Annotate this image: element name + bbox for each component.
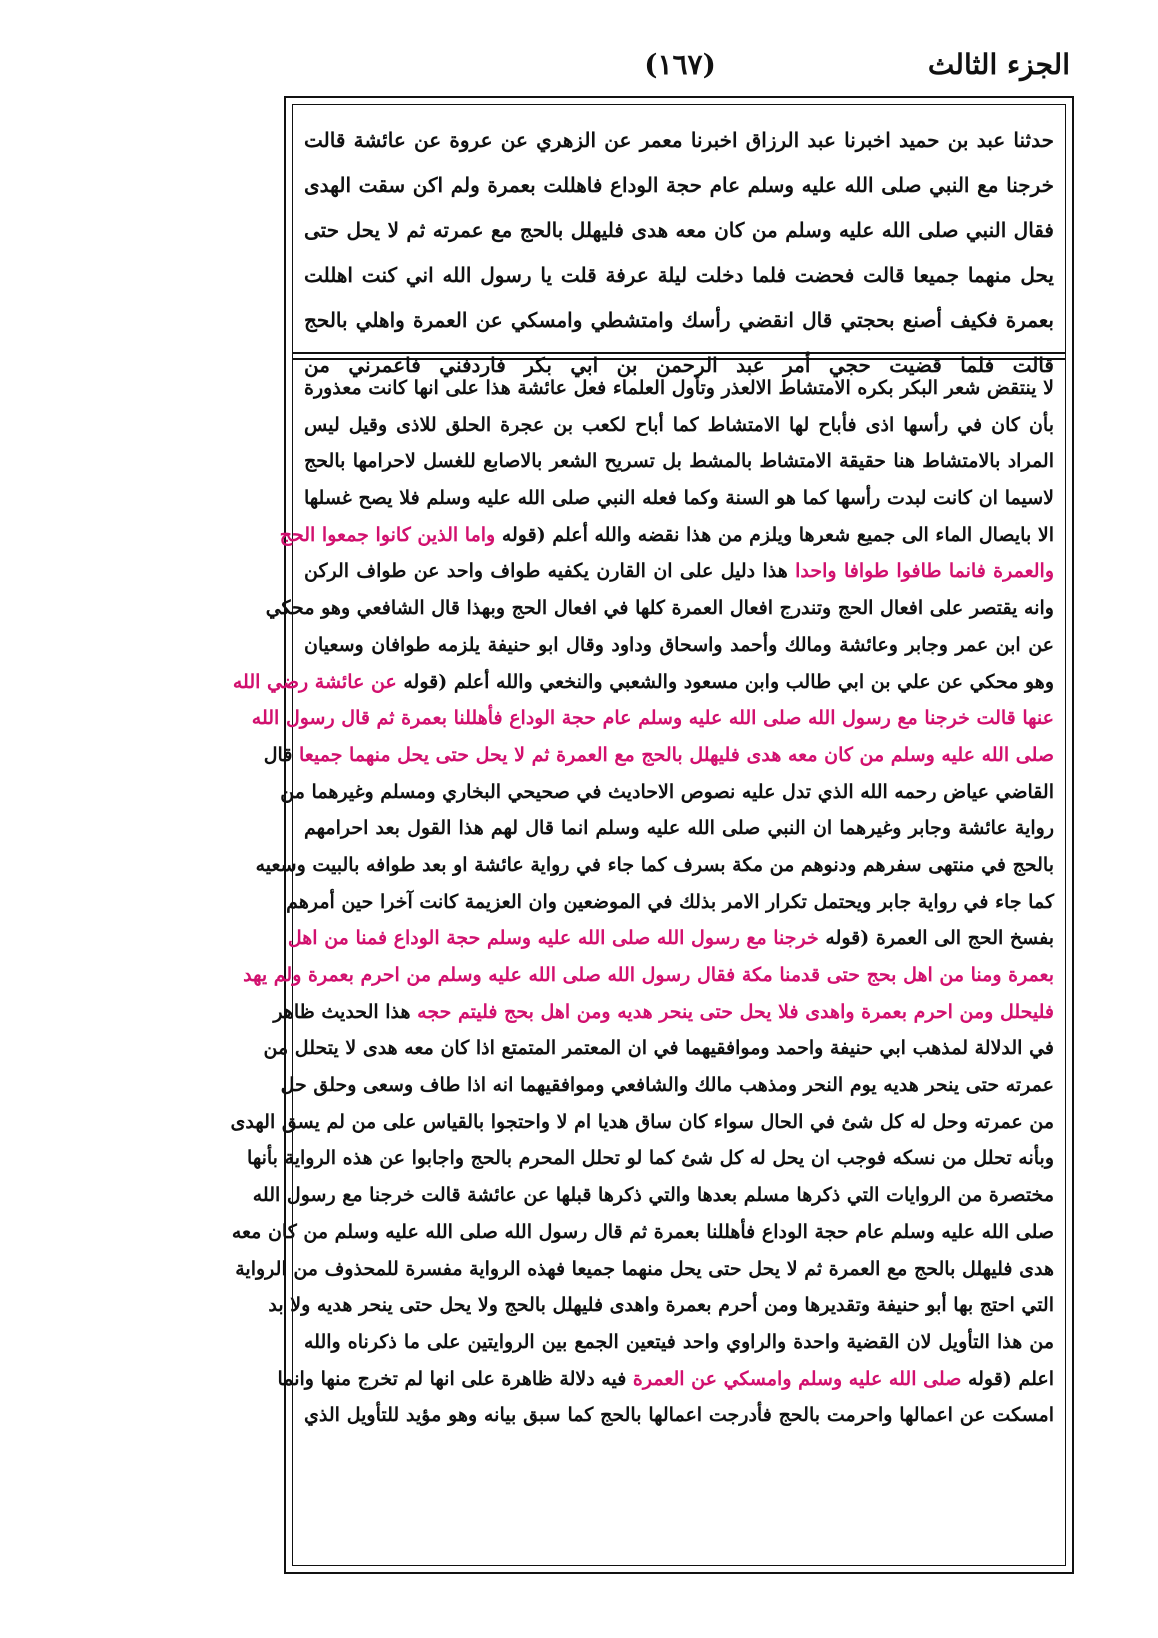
commentary-segment: وانه يقتصر على افعال الحج وتندرج افعال العمرة كلها في افعال الحج وبهذا قال الشافعي وهو محكي (265, 597, 1054, 620)
commentary-segment: امسكت عن اعمالها واحرمت بالحج فأدرجت اعمالها بالحج كما سبق بيانه وهو مؤيد للتأويل الذي (304, 1404, 1054, 1427)
quoted-hadith-segment: صلى الله عليه وسلم من كان معه هدى فليهلل بالحج مع العمرة ثم لا يحل حتى يحل منهما جميعا (299, 743, 1054, 766)
hadith-text-block: حدثنا عبد بن حميد اخبرنا عبد الرزاق اخبرنا معمر عن الزهري عن عروة عن عائشة قالت خرجنا مع النبي صلى الله عليه وسلم عام حجة الوداع فاهللت بعمرة ولم اكن سقت الهدى فقال النبي صلى الله عليه وسلم من كان معه هدى فليهلل بالحج مع عمرته ثم لا يحل حتى يحل منهما جميعا قالت فحضت فلما دخلت ليلة عرفة قلت يا رسول الله اني كنت اهللت بعمرة فكيف أصنع بحجتي قال انقضي رأسك وامتشطي وامسكي عن العمرة واهلي بالحج قالت فلما قضيت حجي أمر عبد الرحمن بن ابي بكر فاردفني فاعمرني من (304, 128, 1054, 377)
commentary-line (255, 847, 1054, 884)
commentary-segment: وهو محكي عن علي بن ابي طالب وابن مسعود والشعبي والنخعي والله أعلم (قوله (396, 670, 1054, 693)
commentary-line (231, 1214, 1054, 1251)
quoted-hadith-segment: صلى الله عليه وسلم وامسكي عن العمرة (632, 1367, 962, 1390)
commentary-line (304, 443, 1054, 480)
commentary-segment: فيه دلالة ظاهرة على انها لم تخرج منها وانما (277, 1367, 633, 1390)
commentary-line (287, 920, 1054, 957)
quoted-hadith-segment: والعمرة فانما طافوا طوافا واحدا (795, 560, 1054, 583)
commentary-segment: المراد بالامتشاط هنا حقيقة الامتشاط بالمشط بل تسريح الشعر بالاصابع للغسل لاحرامها بالحج (304, 450, 1054, 473)
section-divider (292, 358, 1066, 360)
commentary-segment: عن ابن عمر وجابر وعائشة ومالك وأحمد واسحاق وداود وقال ابو حنيفة يلزمه طوافان وسعيان (304, 633, 1054, 656)
commentary-segment: بفسخ الحج الى العمرة (قوله (818, 927, 1054, 950)
commentary-segment: كما جاء في رواية جابر ويحتمل تكرار الامر بذلك في الموضعين وان العزيمة كانت آخرا حين أمرهم (286, 890, 1054, 913)
commentary-line (304, 407, 1054, 444)
commentary-line (263, 737, 1054, 774)
commentary-segment: هذا دليل على ان القارن يكفيه طواف واحد عن طواف الركن (304, 560, 796, 583)
commentary-line (265, 590, 1054, 627)
commentary-line (247, 1140, 1054, 1177)
quoted-hadith-segment: خرجنا مع رسول الله صلى الله عليه وسلم حجة الوداع فمنا من اهل (287, 927, 819, 950)
commentary-segment: الا بايصال الماء الى جميع شعرها ويلزم من هذا نقضه والله أعلم (قوله (495, 523, 1054, 546)
commentary-segment: صلى الله عليه وسلم عام حجة الوداع فأهللنا بعمرة ثم قال رسول الله صلى الله عليه وسلم من كان معه (231, 1220, 1054, 1243)
page-header (290, 44, 1070, 88)
commentary-line (279, 517, 1054, 554)
commentary-line (304, 627, 1054, 664)
volume-label: الجزء الثالث (927, 48, 1070, 81)
commentary-segment: قال (263, 743, 300, 766)
quoted-hadith-segment: عنها قالت خرجنا مع رسول الله صلى الله عليه وسلم عام حجة الوداع فأهللنا بعمرة ثم قال رسول الله (251, 707, 1054, 730)
quoted-hadith-segment: عن عائشة رضي الله (232, 670, 397, 693)
commentary-segment: من عمرته وحل له كل شئ في الحال سواء كان ساق هديا ام لا واحتجوا بالقياس على من لم يسق الهدى (230, 1110, 1054, 1133)
commentary-line (280, 1067, 1054, 1104)
commentary-segment: القاضي عياض رحمه الله الذي تدل عليه نصوص الاحاديث في صحيحي البخاري ومسلم وغيرهما من (280, 780, 1054, 803)
commentary-segment: في الدلالة لمذهب ابي حنيفة واحمد وموافقيهما في ان المعتمر المتمتع اذا كان معه هدى لا يتحلل من (263, 1037, 1054, 1060)
commentary-segment: من هذا التأويل لان القضية واحدة والراوي واحد فيتعين الجمع بين الروايتين على ما ذكرناه والله (304, 1330, 1054, 1353)
commentary-line (252, 1177, 1054, 1214)
commentary-line (268, 1287, 1054, 1324)
commentary-line (304, 810, 1054, 847)
quoted-hadith-segment: بعمرة ومنا من اهل بحج حتى قدمنا مكة فقال رسول الله صلى الله عليه وسلم من احرم بعمرة ولم يهد (243, 964, 1054, 986)
commentary-line (243, 957, 1054, 994)
commentary-segment: بالحج في منتهى سفرهم ودنوهم من مكة بسرف كما جاء في رواية عائشة او بعد طوافه بالبيت وسعيه (255, 853, 1054, 876)
commentary-line (277, 1361, 1054, 1398)
quoted-hadith-segment: فليحلل ومن احرم بعمرة واهدى فلا يحل حتى ينحر هديه ومن اهل بحج فليتم حجه (417, 1000, 1054, 1023)
commentary-segment: هذا الحديث ظاهر (273, 1000, 418, 1023)
page-number: (١٦٧) (644, 48, 716, 81)
commentary-line (304, 1324, 1054, 1361)
commentary-line (304, 553, 1054, 590)
commentary-segment: وبأنه تحلل من نسكه فوجب ان يحل له كل شئ كما لو تحلل المحرم بالحج واجابوا عن هذه الرواية بأنها (247, 1147, 1054, 1170)
commentary-line (263, 1030, 1054, 1067)
commentary-segment: لا ينتقض شعر البكر بكره الامتشاط الالعذر وتأول العلماء فعل عائشة هذا على انها كانت معذورة (304, 377, 1054, 399)
commentary-line (273, 994, 1054, 1031)
commentary-line (286, 884, 1054, 921)
commentary-line (304, 370, 1054, 407)
commentary-segment: اعلم (قوله (961, 1367, 1054, 1390)
commentary-segment: التي احتج بها أبو حنيفة وتقديرها ومن أحرم بعمرة واهدى فليهلل بالحج ولا يحل حتى ينحر هديه ولا بد (268, 1294, 1054, 1317)
commentary-line (304, 480, 1054, 517)
commentary-segment: رواية عائشة وجابر وغيرهما ان النبي صلى الله عليه وسلم انما قال لهم هذا القول بعد احرامهم (304, 817, 1054, 840)
quoted-hadith-segment: واما الذين كانوا جمعوا الحج (279, 523, 496, 546)
commentary-line (235, 1251, 1054, 1288)
commentary-block (230, 370, 1054, 1562)
commentary-segment: عمرته حتى ينحر هديه يوم النحر ومذهب مالك والشافعي وموافقيهما انه اذا طاف وسعى وحلق حل (280, 1074, 1054, 1097)
section-divider (292, 352, 1066, 354)
commentary-segment: هدى فليهلل بالحج مع العمرة ثم لا يحل حتى يحل منهما جميعا فهذه الرواية مفسرة للمحذوف من الرواية (235, 1257, 1054, 1280)
commentary-segment: بأن كان في رأسها اذى فأباح لها الامتشاط كما أباح لكعب بن عجرة الحلق للاذى وقيل ليس (304, 413, 1054, 436)
commentary-line (280, 774, 1054, 811)
commentary-segment: لاسيما ان كانت لبدت رأسها كما هو السنة وكما فعله النبي صلى الله عليه وسلم فلا يصح غسلها (304, 487, 1054, 510)
commentary-line (232, 664, 1054, 701)
commentary-line (230, 1104, 1054, 1141)
commentary-line (251, 700, 1054, 737)
commentary-line (304, 1397, 1054, 1434)
commentary-segment: مختصرة من الروايات التي ذكرها مسلم بعدها والتي ذكرها قبلها عن عائشة قالت خرجنا مع رسول الله (252, 1184, 1054, 1207)
